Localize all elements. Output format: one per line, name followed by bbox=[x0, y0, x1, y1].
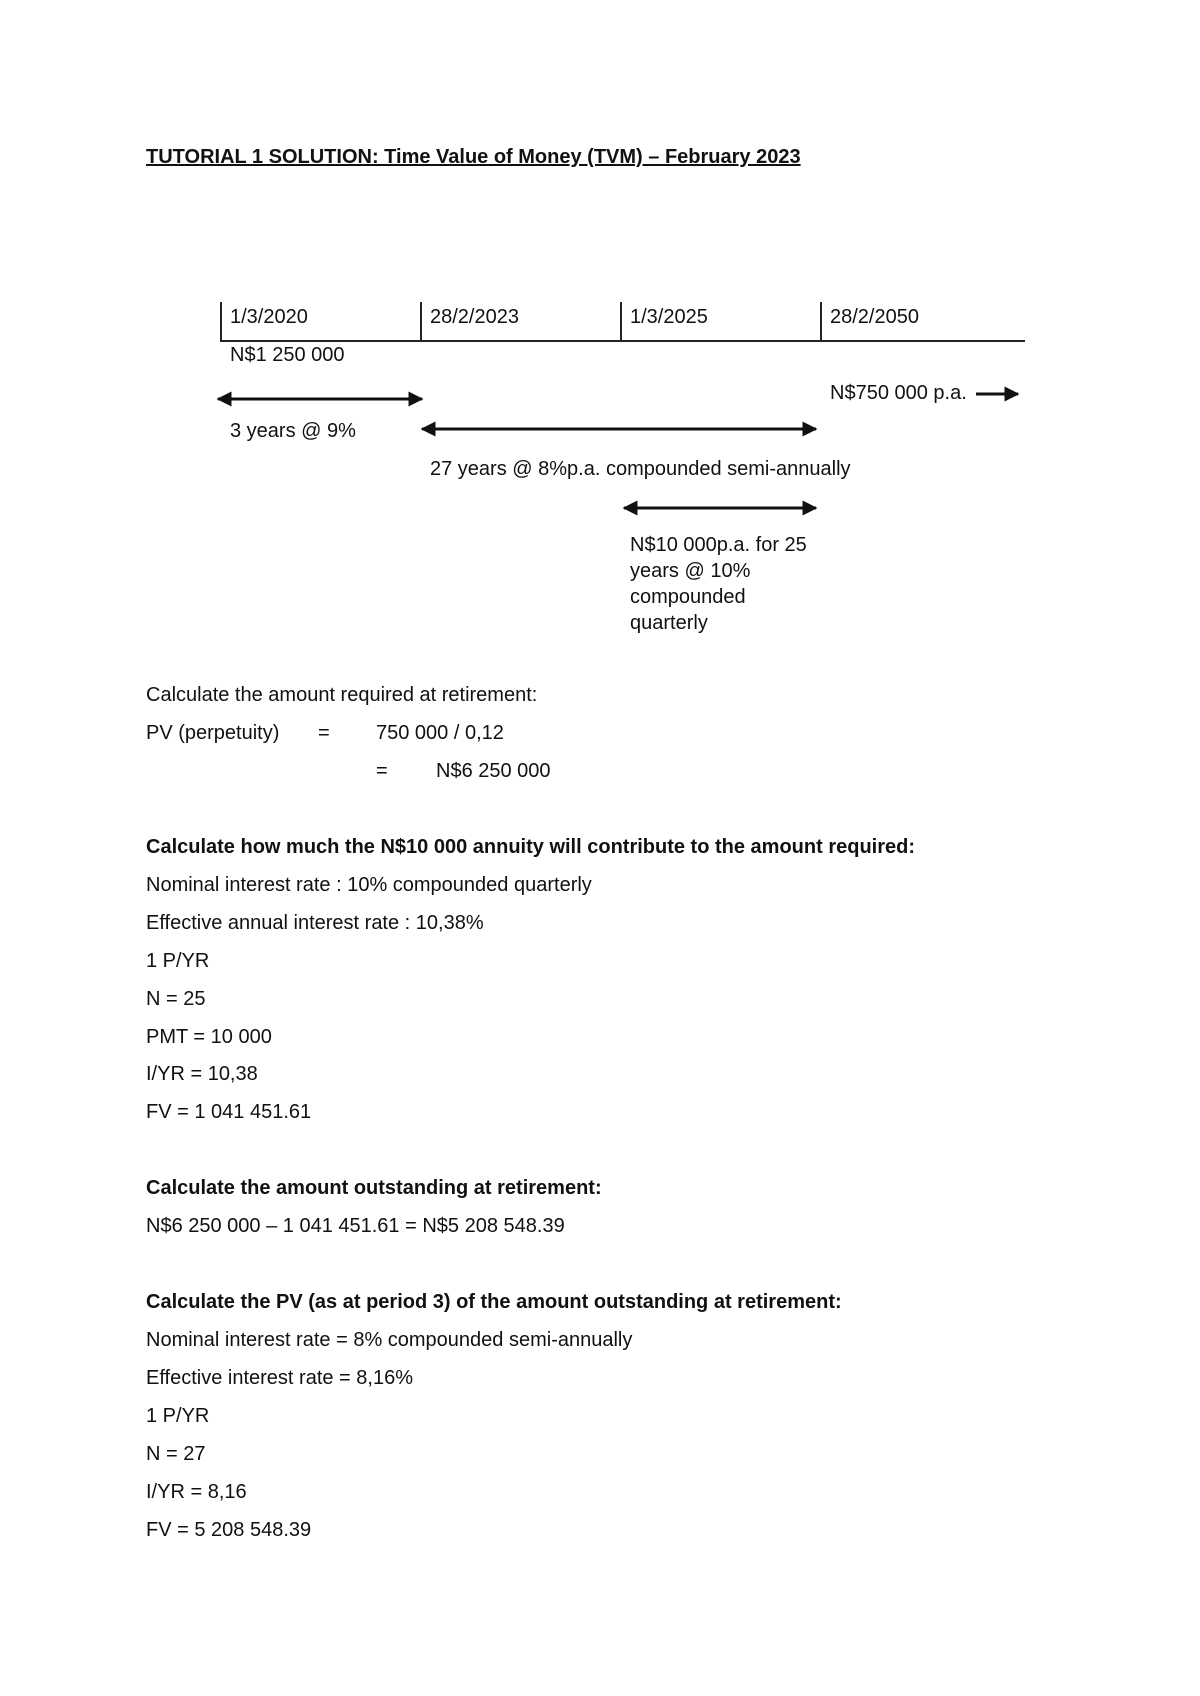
pv-perpetuity-label: PV (perpetuity) bbox=[146, 722, 280, 744]
section4-line: Effective interest rate = 8,16% bbox=[146, 1367, 414, 1389]
section2-line: 1 P/YR bbox=[146, 950, 210, 972]
pv-equals-1: = bbox=[318, 722, 330, 744]
page-title: TUTORIAL 1 SOLUTION: Time Value of Money (TVM) – February 2023 bbox=[146, 146, 801, 168]
section4-line: N = 27 bbox=[146, 1443, 206, 1465]
section2-line: Effective annual interest rate : 10,38% bbox=[146, 912, 484, 934]
section3-line: N$6 250 000 – 1 041 451.61 = N$5 208 548.39 bbox=[146, 1215, 565, 1237]
section2-line: PMT = 10 000 bbox=[146, 1026, 272, 1048]
section2-line: FV = 1 041 451.61 bbox=[146, 1101, 312, 1123]
timeline-date-4: 28/2/2050 bbox=[830, 306, 919, 328]
section4-line: I/YR = 8,16 bbox=[146, 1481, 247, 1503]
segment1-label: 3 years @ 9% bbox=[230, 420, 356, 442]
pv-result: N$6 250 000 bbox=[436, 760, 551, 782]
section4-line: 1 P/YR bbox=[146, 1405, 210, 1427]
section2-line: I/YR = 10,38 bbox=[146, 1063, 258, 1085]
section4-line: Nominal interest rate = 8% compounded semi-annually bbox=[146, 1329, 633, 1351]
section2-heading: Calculate how much the N$10 000 annuity will contribute to the amount required: bbox=[146, 836, 916, 858]
timeline-date-3: 1/3/2025 bbox=[630, 306, 708, 328]
timeline-date-1: 1/3/2020 bbox=[230, 306, 308, 328]
perpetuity-label: N$750 000 p.a. bbox=[830, 382, 967, 404]
section4-line: FV = 5 208 548.39 bbox=[146, 1519, 312, 1541]
timeline-date-2: 28/2/2023 bbox=[430, 306, 519, 328]
section1-heading: Calculate the amount required at retirement: bbox=[146, 684, 538, 706]
pv-equals-2: = bbox=[376, 760, 388, 782]
section3-heading: Calculate the amount outstanding at retirement: bbox=[146, 1177, 602, 1199]
section2-line: N = 25 bbox=[146, 988, 206, 1010]
annuity-label: N$10 000p.a. for 25 years @ 10% compounded quarterly bbox=[630, 534, 807, 634]
section4-heading: Calculate the PV (as at period 3) of the amount outstanding at retirement: bbox=[146, 1291, 842, 1313]
timeline-arrows bbox=[0, 0, 1200, 700]
pv-formula: 750 000 / 0,12 bbox=[376, 722, 504, 744]
section2-line: Nominal interest rate : 10% compounded quarterly bbox=[146, 874, 592, 896]
segment2-label: 27 years @ 8%p.a. compounded semi-annually bbox=[430, 458, 851, 480]
initial-amount: N$1 250 000 bbox=[230, 344, 345, 366]
